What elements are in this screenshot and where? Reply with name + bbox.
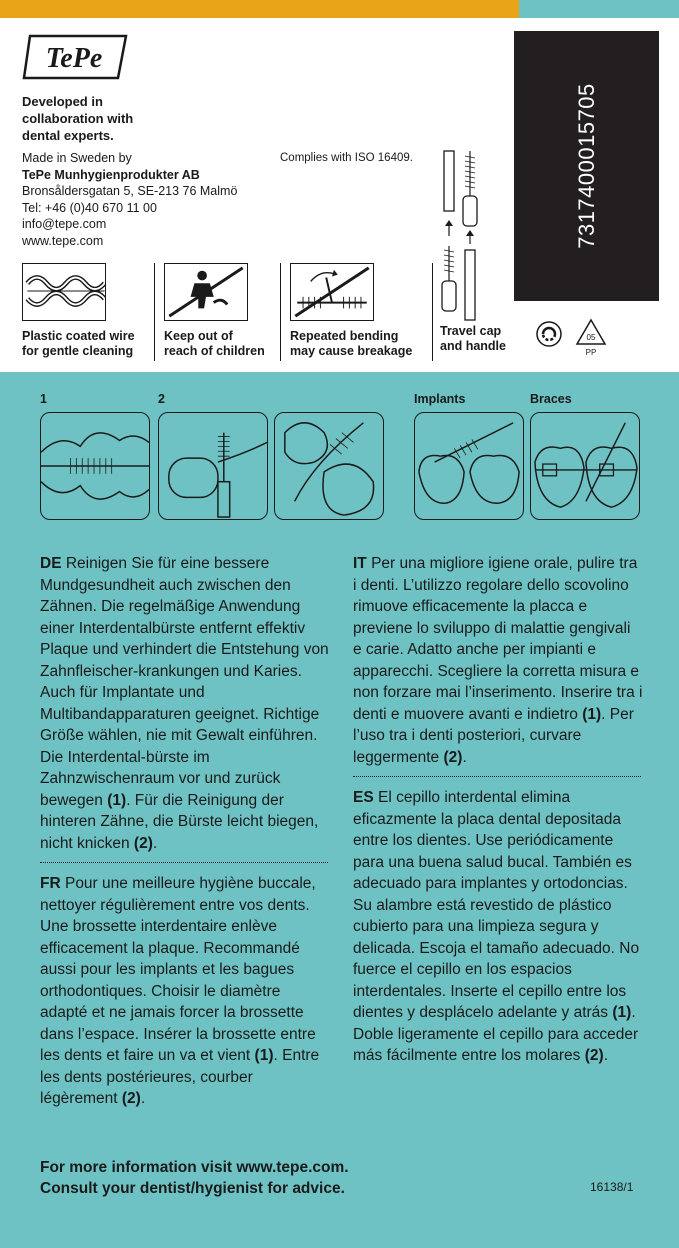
made-in-line: Made in Sweden by (22, 151, 132, 165)
text-it-mid: . Per l’uso tra i denti posteriori, curvare leggermente (353, 705, 634, 766)
text-block-fr (40, 873, 330, 1110)
coated-wire-icon (22, 263, 106, 321)
tepe-logo (22, 32, 130, 82)
white-info-panel (0, 18, 679, 372)
no-children-icon (164, 263, 248, 321)
feature-coated-wire (22, 263, 135, 359)
feature-separator (432, 263, 433, 361)
footer-line-1: For more information visit www.tepe.com. (40, 1159, 349, 1176)
text-block-it (353, 553, 643, 768)
step-1-label: 1 (40, 392, 47, 406)
text-it-end: . (462, 748, 467, 766)
pp-code: 05 (586, 333, 596, 342)
bending-warning-icon (290, 263, 374, 321)
feature-separator (280, 263, 281, 361)
ref-fr-1: (1) (254, 1047, 274, 1064)
step-1-illustration (40, 412, 150, 520)
feature-bending (290, 263, 412, 359)
print-code: 16138/1 (590, 1180, 634, 1194)
developed-statement: Developed in collaboration with dental experts. (22, 94, 134, 143)
pp-label: PP (585, 348, 597, 357)
footer-line-2: Consult your dentist/hygienist for advice. (40, 1180, 345, 1197)
ref-de-2: (2) (133, 834, 153, 852)
lang-code-es: ES (353, 789, 374, 806)
feature-caption-coated-wire: Plastic coated wire for gentle cleaning (22, 329, 135, 358)
braces-label: Braces (530, 392, 572, 406)
ref-fr-2: (2) (121, 1090, 141, 1107)
feature-no-children (164, 263, 265, 359)
barcode-panel (514, 31, 659, 301)
barcode-number-wrap (514, 31, 659, 301)
implants-illustration (414, 412, 524, 520)
text-es-end: . (603, 1047, 608, 1064)
step-2-label: 2 (158, 392, 165, 406)
text-de-body: Reinigen Sie für eine bessere Mundgesundheit auch zwischen den Zähnen. Die regelmäßige Anwendung einer Interdentalbürste entfernt effektiv Plaque und verhindert die Entstehung von Zahnfleischer-krankungen und Karies. Auch für Implantate und Multibandapparaturen geeignet. Richtige Größe wählen, nie mit Gewalt einführen. Die Interdental-bürste im Zahnzwischenraum vor und zurück bewegen (40, 555, 329, 809)
lang-code-fr: FR (40, 875, 61, 892)
feature-caption-no-children: Keep out of reach of children (164, 329, 265, 358)
text-divider (40, 862, 328, 863)
implants-label: Implants (414, 392, 466, 406)
feature-travel-cap (440, 324, 506, 354)
lang-code-it: IT (353, 555, 367, 572)
footer-info (40, 1157, 460, 1199)
text-block-es (353, 787, 643, 1067)
top-band-teal (519, 0, 679, 18)
text-fr-mid: . Entre les dents postérieures, courber légèrement (40, 1047, 320, 1107)
recycling-symbols (535, 318, 615, 358)
email-link[interactable]: info@tepe.com (22, 217, 107, 231)
text-block-de (40, 553, 330, 854)
ref-it-1: (1) (582, 705, 602, 723)
ref-de-1: (1) (107, 791, 127, 809)
step-2-illustration-a (158, 412, 268, 520)
company-name: TePe Munhygienprodukter AB (22, 167, 200, 182)
phone-line: Tel: +46 (0)40 670 11 00 (22, 200, 157, 215)
feature-separator (154, 263, 155, 361)
text-it-body: Per una migliore igiene orale, pulire tra i denti. L’utilizzo regolare dello scovolino rimuove efficacemente la placca e previene lo sviluppo di malattie gengivali e carie. Adatto anche per impianti e apparecchi. Scegliere la corretta misura e non forzare mai l’inserimento. Inserire tra i denti e muovere avanti e indietro (353, 555, 643, 723)
ref-es-1: (1) (612, 1004, 632, 1021)
text-es-mid: . Doble ligeramente el cepillo para acceder más fácilmente entre los molares (353, 1004, 639, 1064)
top-color-band (0, 0, 679, 18)
logo-text: TePe (45, 43, 103, 74)
barcode-number: 7317400015705 (573, 83, 599, 249)
text-column-left (40, 553, 330, 1110)
feature-caption-bending: Repeated bending may cause breakage (290, 329, 413, 358)
text-es-body: El cepillo interdental elimina eficazmente la placa dental depositada entre los dientes. Use periódicamente para una buena salud bucal. También es adecuado para implantes y ortodoncias. Su alambre está revestido de plástico cubierto para una limpieza segura y delicada. Escoja el tamaño adecuado. No fuerce el cepillo en los espacios interdentales. Inserte el cepillo entre los dientes y desplácelo adelante y atrás (353, 789, 640, 1021)
street-line: Bronsåldersgatan 5, SE-213 76 Malmö (22, 184, 238, 198)
text-column-right (353, 553, 643, 1067)
text-fr-body: Pour une meilleure hygiène buccale, nettoyer régulièrement entre vos dents. Une brossette interdentaire enlève efficacement la plaque. Recommandé aussi pour les implants et les bagues orthodontiques. Choisir le diamètre adapté et ne jamais forcer la brossette dans l’espace. Insérer la brossette entre les dents et faire un va et vient (40, 875, 316, 1064)
ref-es-2: (2) (584, 1047, 604, 1064)
braces-illustration (530, 412, 640, 520)
step-2-illustration-b (274, 412, 384, 520)
text-fr-end: . (140, 1090, 146, 1107)
feature-caption-travel-cap: Travel cap and handle (440, 324, 506, 353)
feature-icons-row (22, 263, 512, 363)
manufacturer-address (22, 150, 282, 249)
lang-code-de: DE (40, 555, 62, 572)
text-de-mid: . Für die Reinigung der hinteren Zähne, die Bürste leicht biegen, nicht knicken (40, 791, 319, 852)
iso-compliance: Complies with ISO 16409. (280, 152, 413, 164)
text-divider (353, 776, 641, 777)
green-dot-icon (537, 322, 561, 346)
text-de-end: . (152, 834, 158, 852)
web-link[interactable]: www.tepe.com (22, 233, 104, 248)
usage-illustrations (0, 372, 679, 532)
ref-it-2: (2) (443, 748, 463, 766)
